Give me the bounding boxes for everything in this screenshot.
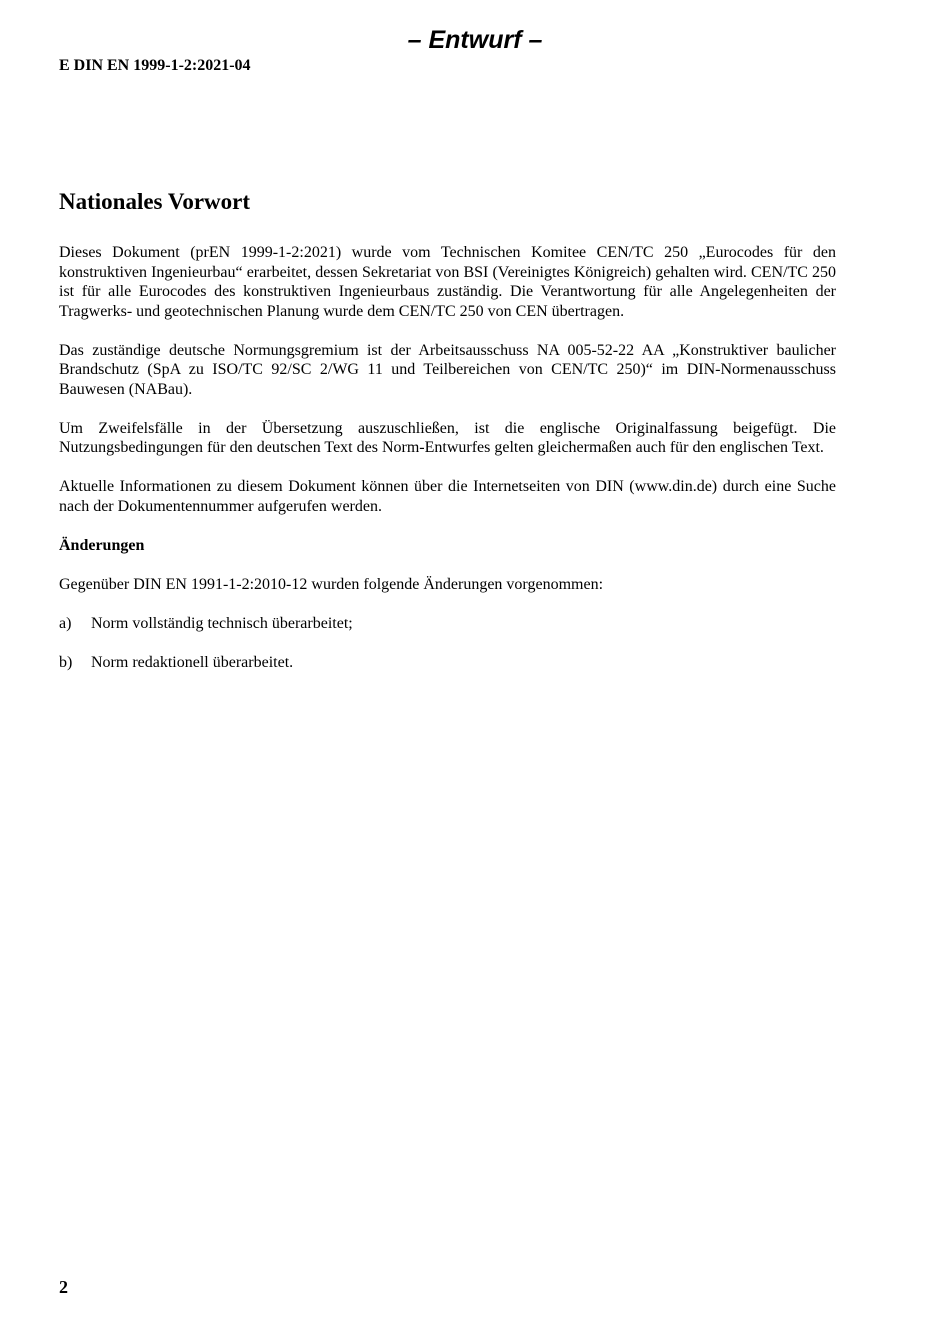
list-text: Norm redaktionell überarbeitet. bbox=[91, 653, 294, 671]
list-item bbox=[59, 614, 836, 634]
list-item bbox=[59, 653, 836, 673]
paragraph-national-body: Das zuständige deutsche Normungsgremium ist der Arbeitsausschuss NA 005-52-22 AA „Konstruktiver baulicher Brandschutz (SpA zu ISO/TC 92/SC 2/WG 11 und Teilbereichen von CEN/TC 250)“ im DIN-Normenausschuss Bauwesen (NABau). bbox=[59, 341, 836, 398]
changes-list bbox=[59, 614, 836, 673]
changes-intro: Gegenüber DIN EN 1991-1-2:2010-12 wurden folgende Änderungen vorgenommen: bbox=[59, 575, 604, 593]
paragraph-translation: Um Zweifelsfälle in der Übersetzung auszuschließen, ist die englische Originalfassung beigefügt. Die Nutzungsbedingungen für den deutschen Text des Norm-Entwurfes gelten gleichermaßen auch für den englischen Text. bbox=[59, 419, 836, 456]
list-text: Norm vollständig technisch überarbeitet; bbox=[91, 614, 353, 632]
document-number: E DIN EN 1999-1-2:2021-04 bbox=[59, 57, 251, 74]
draft-mark: – Entwurf – bbox=[407, 26, 543, 54]
main-content bbox=[59, 186, 836, 692]
changes-heading: Änderungen bbox=[59, 536, 145, 554]
paragraph-online-info: Aktuelle Informationen zu diesem Dokument können über die Internetseiten von DIN (www.din.de) durch eine Suche nach der Dokumentennummer aufgerufen werden. bbox=[59, 478, 836, 515]
list-marker: b) bbox=[59, 653, 73, 671]
paragraph-committee: Dieses Dokument (prEN 1999-1-2:2021) wurde vom Technischen Komitee CEN/TC 250 „Eurocodes für den konstruktiven Ingenieurbau“ erarbeitet, dessen Sekretariat von BSI (Vereinigtes Königreich) gehalten wird. CEN/TC 250 ist für alle Eurocodes des konstruktiven Ingenieurbaus zuständig. Die Verantwortung für alle Angelegenheiten der Tragwerks- und geotechnischen Planung wurde dem CEN/TC 250 von CEN übertragen. bbox=[59, 244, 836, 320]
section-title: Nationales Vorwort bbox=[59, 189, 251, 214]
list-marker: a) bbox=[59, 614, 72, 632]
page-number: 2 bbox=[59, 1277, 68, 1297]
